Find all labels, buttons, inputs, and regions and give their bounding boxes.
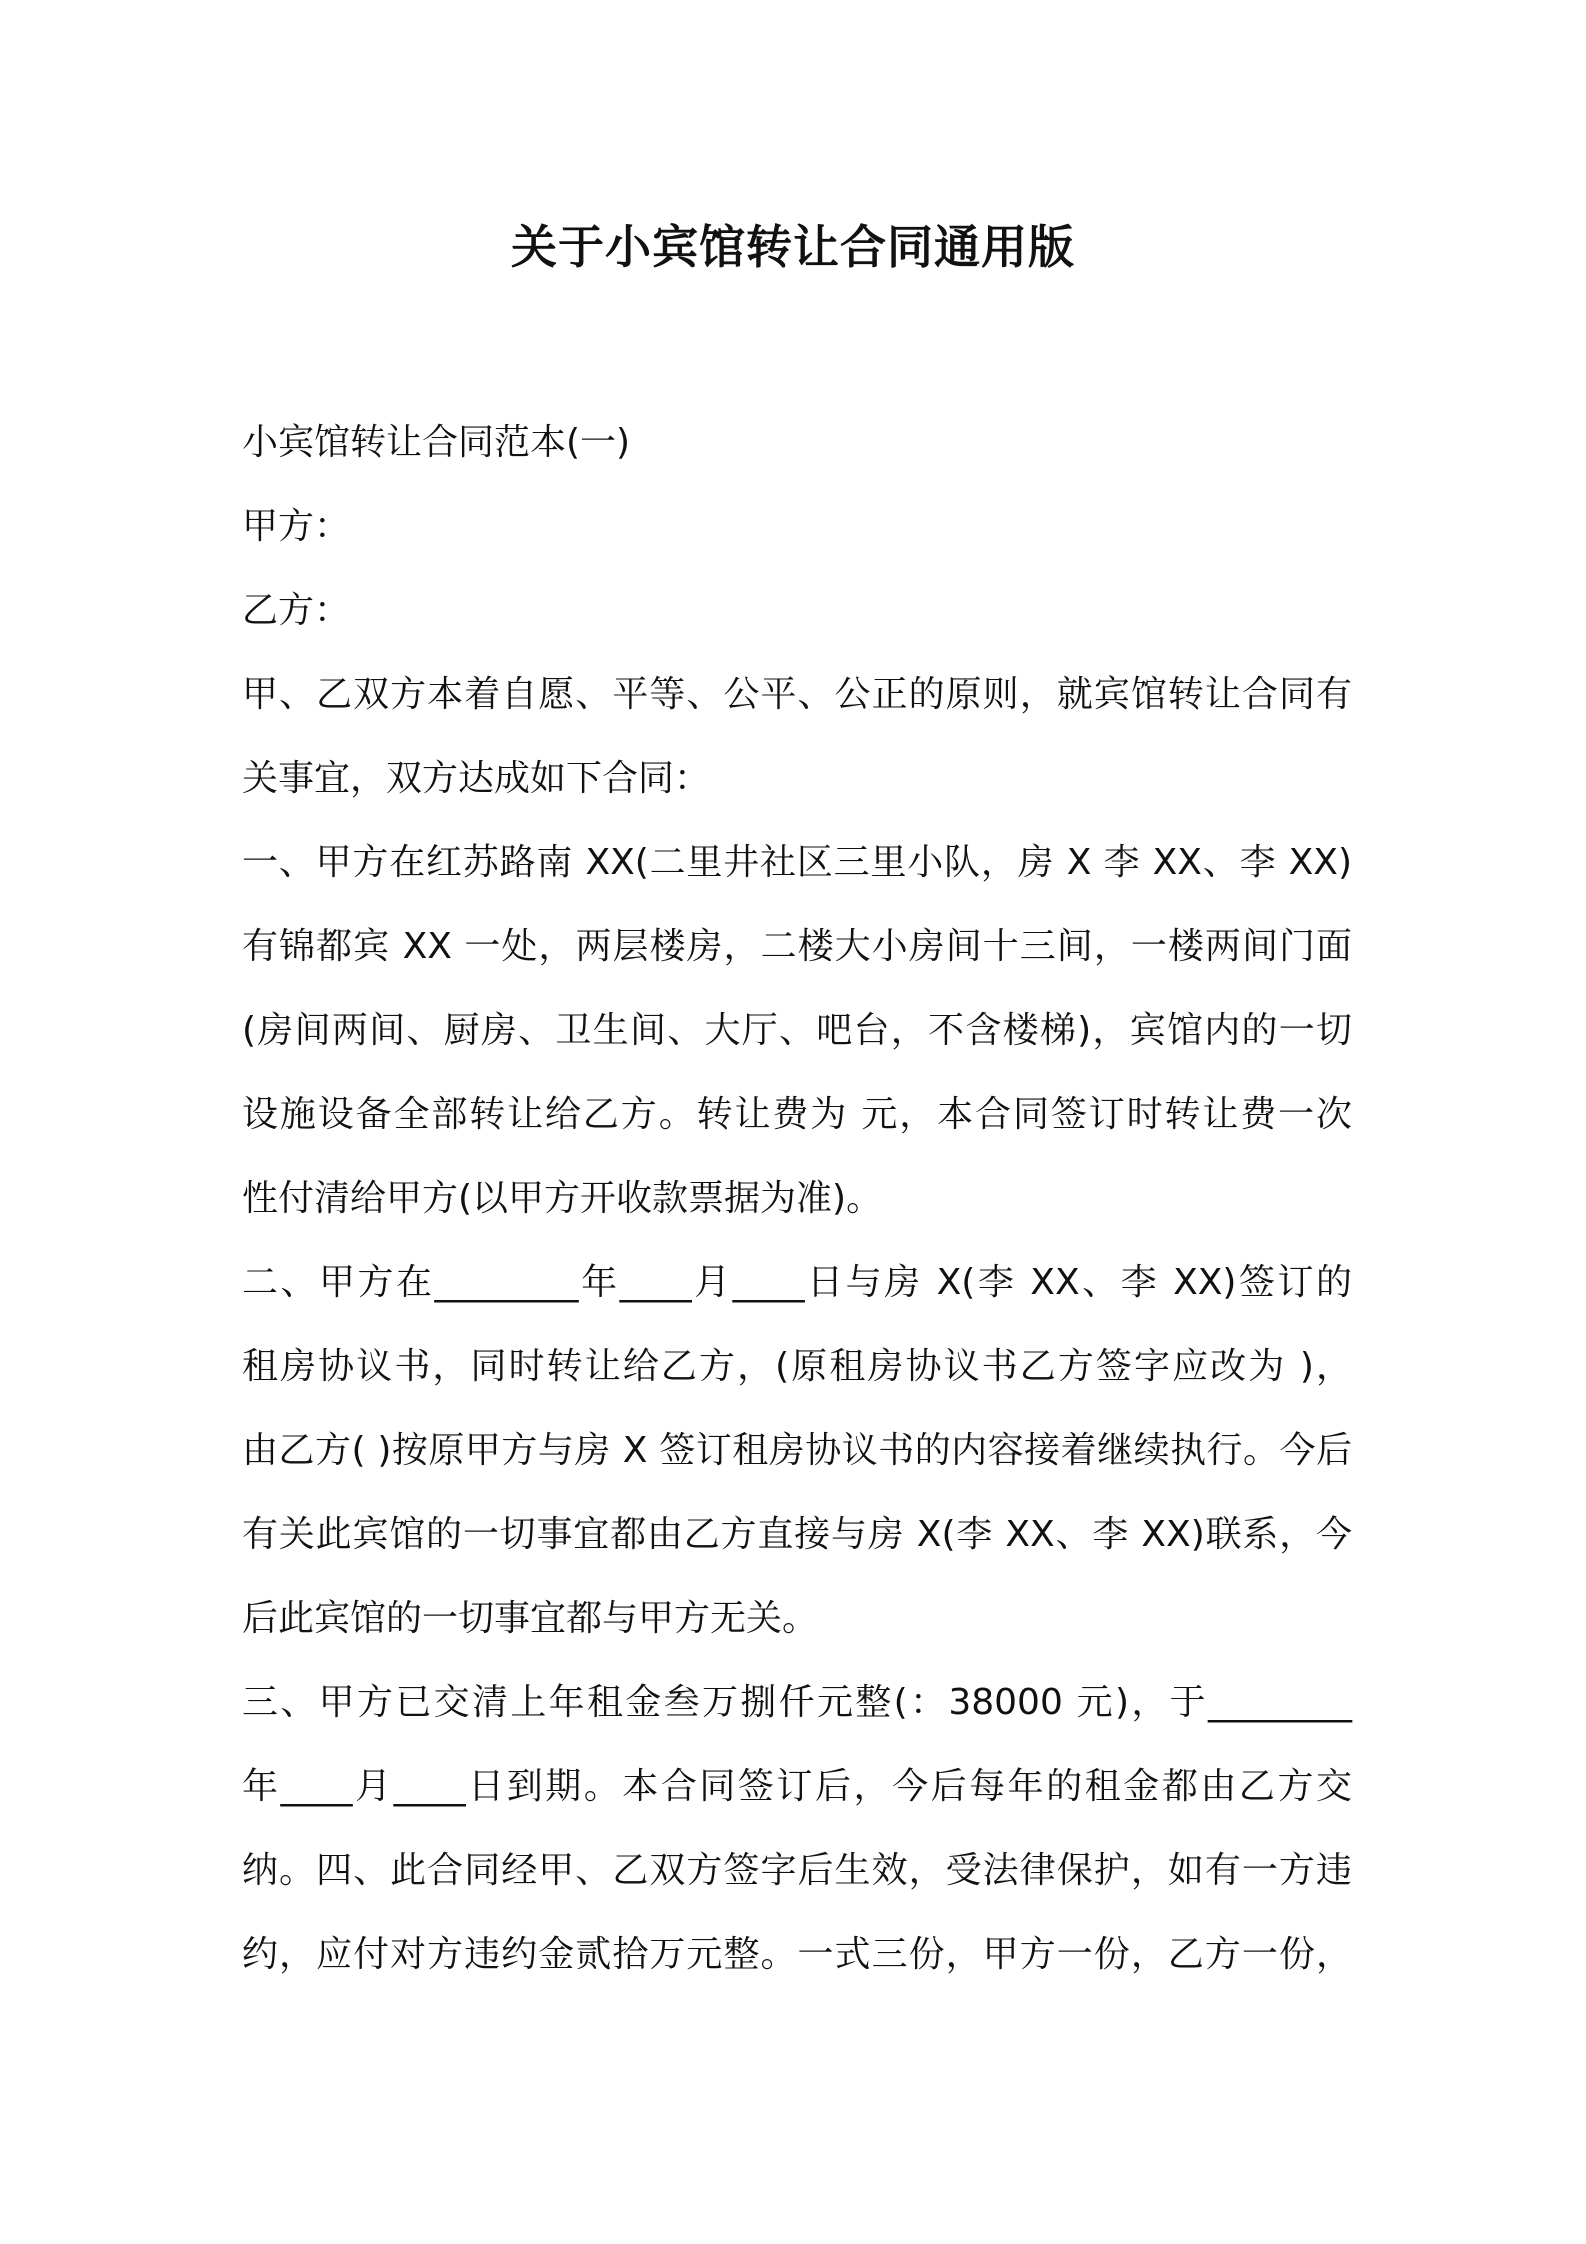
paragraph-clause-3	[242, 1661, 1352, 1997]
paragraph-party-a	[242, 485, 1352, 569]
text-line: 年____月____日到期。本合同签订后，今后每年的租金都由乙方交	[242, 1766, 1352, 1807]
document-body	[242, 401, 1352, 1997]
paragraph-party-b	[242, 569, 1352, 653]
text-line: (房间两间、厨房、卫生间、大厅、吧台，不含楼梯)，宾馆内的一切	[242, 1010, 1352, 1051]
document-title: 关于小宾馆转让合同通用版	[511, 220, 1075, 274]
text-line: 甲、乙双方本着自愿、平等、公平、公正的原则，就宾馆转让合同有	[242, 674, 1352, 715]
paragraph-clause-2	[242, 1241, 1352, 1661]
text-line: 有关此宾馆的一切事宜都由乙方直接与房 X(李 XX、李 XX)联系，今	[242, 1514, 1352, 1555]
text-line: 三、甲方已交清上年租金叁万捌仟元整(：38000 元)，于________	[242, 1682, 1352, 1723]
text-line: 甲方：	[242, 506, 351, 547]
text-line: 设施设备全部转让给乙方。转让费为 元，本合同签订时转让费一次	[242, 1094, 1352, 1135]
text-line: 纳。四、此合同经甲、乙双方签字后生效，受法律保护，如有一方违	[242, 1850, 1352, 1891]
paragraph-template-heading	[242, 401, 1352, 485]
text-line: 租房协议书，同时转让给乙方，(原租房协议书乙方签字应改为 )，	[242, 1346, 1352, 1387]
text-line: 二、甲方在________年____月____日与房 X(李 XX、李 XX)签订的	[242, 1262, 1352, 1303]
text-line: 性付清给甲方(以甲方开收款票据为准)。	[242, 1178, 883, 1219]
text-line: 由乙方( )按原甲方与房 X 签订租房协议书的内容接着继续执行。今后	[242, 1430, 1352, 1471]
text-line: 约，应付对方违约金贰拾万元整。一式三份，甲方一份，乙方一份，	[242, 1934, 1352, 1975]
text-line: 乙方：	[242, 590, 351, 631]
text-line: 有锦都宾 XX 一处，两层楼房，二楼大小房间十三间，一楼两间门面	[242, 926, 1352, 967]
paragraph-preamble	[242, 653, 1352, 821]
text-line: 一、甲方在红苏路南 XX(二里井社区三里小队，房 X 李 XX、李 XX)	[242, 842, 1352, 883]
text-line: 后此宾馆的一切事宜都与甲方无关。	[242, 1598, 819, 1639]
text-line: 小宾馆转让合同范本(一)	[242, 422, 631, 463]
paragraph-clause-1	[242, 821, 1352, 1241]
text-line: 关事宜，双方达成如下合同：	[242, 758, 711, 799]
